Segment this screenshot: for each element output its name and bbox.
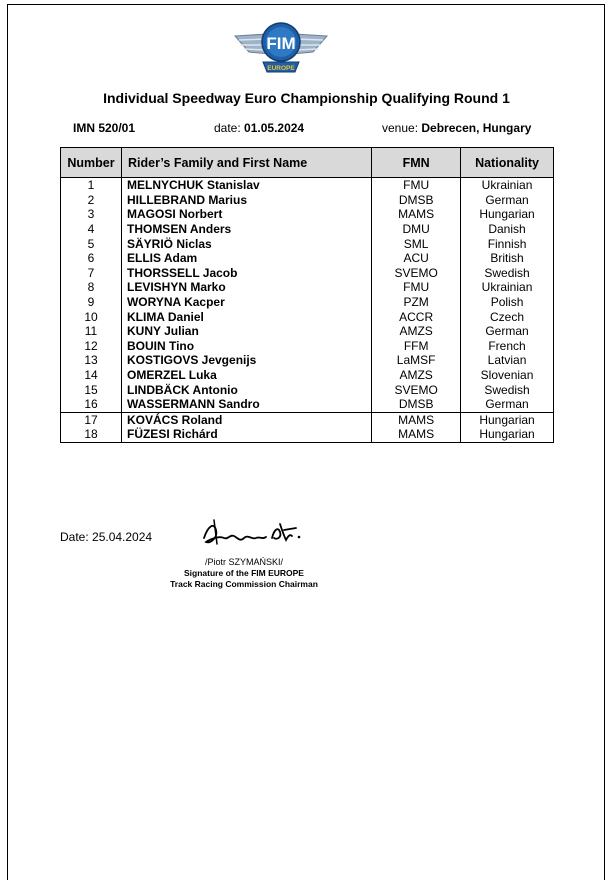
cell-fmn: MAMS — [372, 427, 461, 442]
document-title: Individual Speedway Euro Championship Qualifying Round 1 — [103, 90, 510, 106]
column-header-number: Number — [61, 148, 122, 178]
cell-rider-name: WORYNA Kacper — [121, 295, 371, 310]
table-row — [61, 353, 554, 368]
cell-rider-name: SÄYRIÖ Niclas — [121, 236, 371, 251]
table-row — [61, 266, 554, 281]
cell-fmn: FMU — [372, 280, 461, 295]
cell-number: 10 — [61, 309, 122, 324]
cell-number: 5 — [61, 236, 122, 251]
cell-nationality: Slovenian — [461, 368, 554, 383]
cell-number: 2 — [61, 193, 122, 208]
event-venue-value: Debrecen, Hungary — [421, 121, 532, 135]
table-row — [61, 368, 554, 383]
table-row — [61, 382, 554, 397]
riders-table — [60, 147, 554, 443]
cell-rider-name: KOVÁCS Roland — [121, 412, 371, 427]
cell-nationality: Swedish — [461, 266, 554, 281]
signer-role-line-1: Signature of the FIM EUROPE — [184, 568, 304, 578]
cell-rider-name: KOSTIGOVS Jevgenijs — [121, 353, 371, 368]
cell-number: 13 — [61, 353, 122, 368]
table-row — [61, 427, 554, 442]
cell-fmn: SVEMO — [372, 266, 461, 281]
column-header-name: Rider’s Family and First Name — [121, 148, 371, 178]
cell-rider-name: THORSSELL Jacob — [121, 266, 371, 281]
cell-number: 11 — [61, 324, 122, 339]
cell-nationality: Danish — [461, 222, 554, 237]
cell-number: 1 — [61, 178, 122, 193]
table-row — [61, 397, 554, 412]
cell-fmn: ACU — [372, 251, 461, 266]
cell-nationality: Hungarian — [461, 207, 554, 222]
cell-fmn: PZM — [372, 295, 461, 310]
cell-rider-name: MELNYCHUK Stanislav — [121, 178, 371, 193]
cell-fmn: AMZS — [372, 324, 461, 339]
event-date-label: date: — [214, 121, 241, 135]
cell-fmn: MAMS — [372, 412, 461, 427]
cell-number: 6 — [61, 251, 122, 266]
cell-number: 8 — [61, 280, 122, 295]
cell-fmn: DMSB — [372, 193, 461, 208]
cell-number: 15 — [61, 382, 122, 397]
cell-rider-name: LINDBÄCK Antonio — [121, 382, 371, 397]
cell-number: 4 — [61, 222, 122, 237]
cell-nationality: Polish — [461, 295, 554, 310]
cell-nationality: Czech — [461, 309, 554, 324]
signer-role-line-2: Track Racing Commission Chairman — [170, 579, 318, 589]
table-row — [61, 280, 554, 295]
table-row — [61, 178, 554, 193]
cell-number: 3 — [61, 207, 122, 222]
cell-rider-name: MAGOSI Norbert — [121, 207, 371, 222]
table-row — [61, 222, 554, 237]
cell-nationality: French — [461, 339, 554, 354]
cell-rider-name: WASSERMANN Sandro — [121, 397, 371, 412]
cell-number: 9 — [61, 295, 122, 310]
column-header-nationality: Nationality — [461, 148, 554, 178]
cell-number: 12 — [61, 339, 122, 354]
cell-fmn: ACCR — [372, 309, 461, 324]
cell-nationality: Ukrainian — [461, 280, 554, 295]
cell-fmn: DMU — [372, 222, 461, 237]
table-row — [61, 412, 554, 427]
event-venue-label: venue: — [382, 121, 419, 135]
table-row — [61, 207, 554, 222]
cell-nationality: Ukrainian — [461, 178, 554, 193]
signature-date: Date: 25.04.2024 — [60, 530, 153, 544]
cell-rider-name: HILLEBRAND Marius — [121, 193, 371, 208]
table-header-row — [61, 148, 554, 178]
cell-rider-name: LEVISHYN Marko — [121, 280, 371, 295]
cell-number: 17 — [61, 412, 122, 427]
table-row — [61, 339, 554, 354]
cell-rider-name: BOUIN Tino — [121, 339, 371, 354]
imn-number: IMN 520/01 — [73, 121, 136, 135]
cell-number: 16 — [61, 397, 122, 412]
cell-nationality: Finnish — [461, 236, 554, 251]
cell-rider-name: KLIMA Daniel — [121, 309, 371, 324]
table-row — [61, 236, 554, 251]
signer-name: /Piotr SZYMAŃSKI/ — [204, 557, 284, 567]
cell-nationality: Swedish — [461, 382, 554, 397]
signer-block — [156, 557, 332, 590]
cell-number: 7 — [61, 266, 122, 281]
cell-number: 18 — [61, 427, 122, 442]
table-row — [61, 295, 554, 310]
cell-fmn: MAMS — [372, 207, 461, 222]
cell-rider-name: ELLIS Adam — [121, 251, 371, 266]
cell-nationality: Latvian — [461, 353, 554, 368]
event-venue — [382, 121, 531, 135]
svg-text:EUROPE: EUROPE — [267, 65, 295, 72]
event-date-value: 01.05.2024 — [244, 121, 305, 135]
cell-fmn: AMZS — [372, 368, 461, 383]
cell-nationality: German — [461, 397, 554, 412]
cell-nationality: Hungarian — [461, 412, 554, 427]
svg-text:FIM: FIM — [266, 34, 296, 53]
table-row — [61, 193, 554, 208]
cell-fmn: FFM — [372, 339, 461, 354]
column-header-fmn: FMN — [372, 148, 461, 178]
cell-rider-name: THOMSEN Anders — [121, 222, 371, 237]
table-row — [61, 309, 554, 324]
cell-fmn: FMU — [372, 178, 461, 193]
cell-fmn: SML — [372, 236, 461, 251]
fim-europe-logo — [233, 20, 329, 82]
cell-fmn: LaMSF — [372, 353, 461, 368]
cell-nationality: German — [461, 193, 554, 208]
cell-rider-name: KUNY Julian — [121, 324, 371, 339]
cell-fmn: DMSB — [372, 397, 461, 412]
cell-nationality: German — [461, 324, 554, 339]
event-date — [214, 121, 304, 135]
cell-rider-name: FÜZESI Richárd — [121, 427, 371, 442]
cell-fmn: SVEMO — [372, 382, 461, 397]
cell-number: 14 — [61, 368, 122, 383]
handwritten-signature — [200, 516, 304, 550]
table-row — [61, 251, 554, 266]
cell-nationality: British — [461, 251, 554, 266]
cell-nationality: Hungarian — [461, 427, 554, 442]
table-row — [61, 324, 554, 339]
cell-rider-name: OMERZEL Luka — [121, 368, 371, 383]
